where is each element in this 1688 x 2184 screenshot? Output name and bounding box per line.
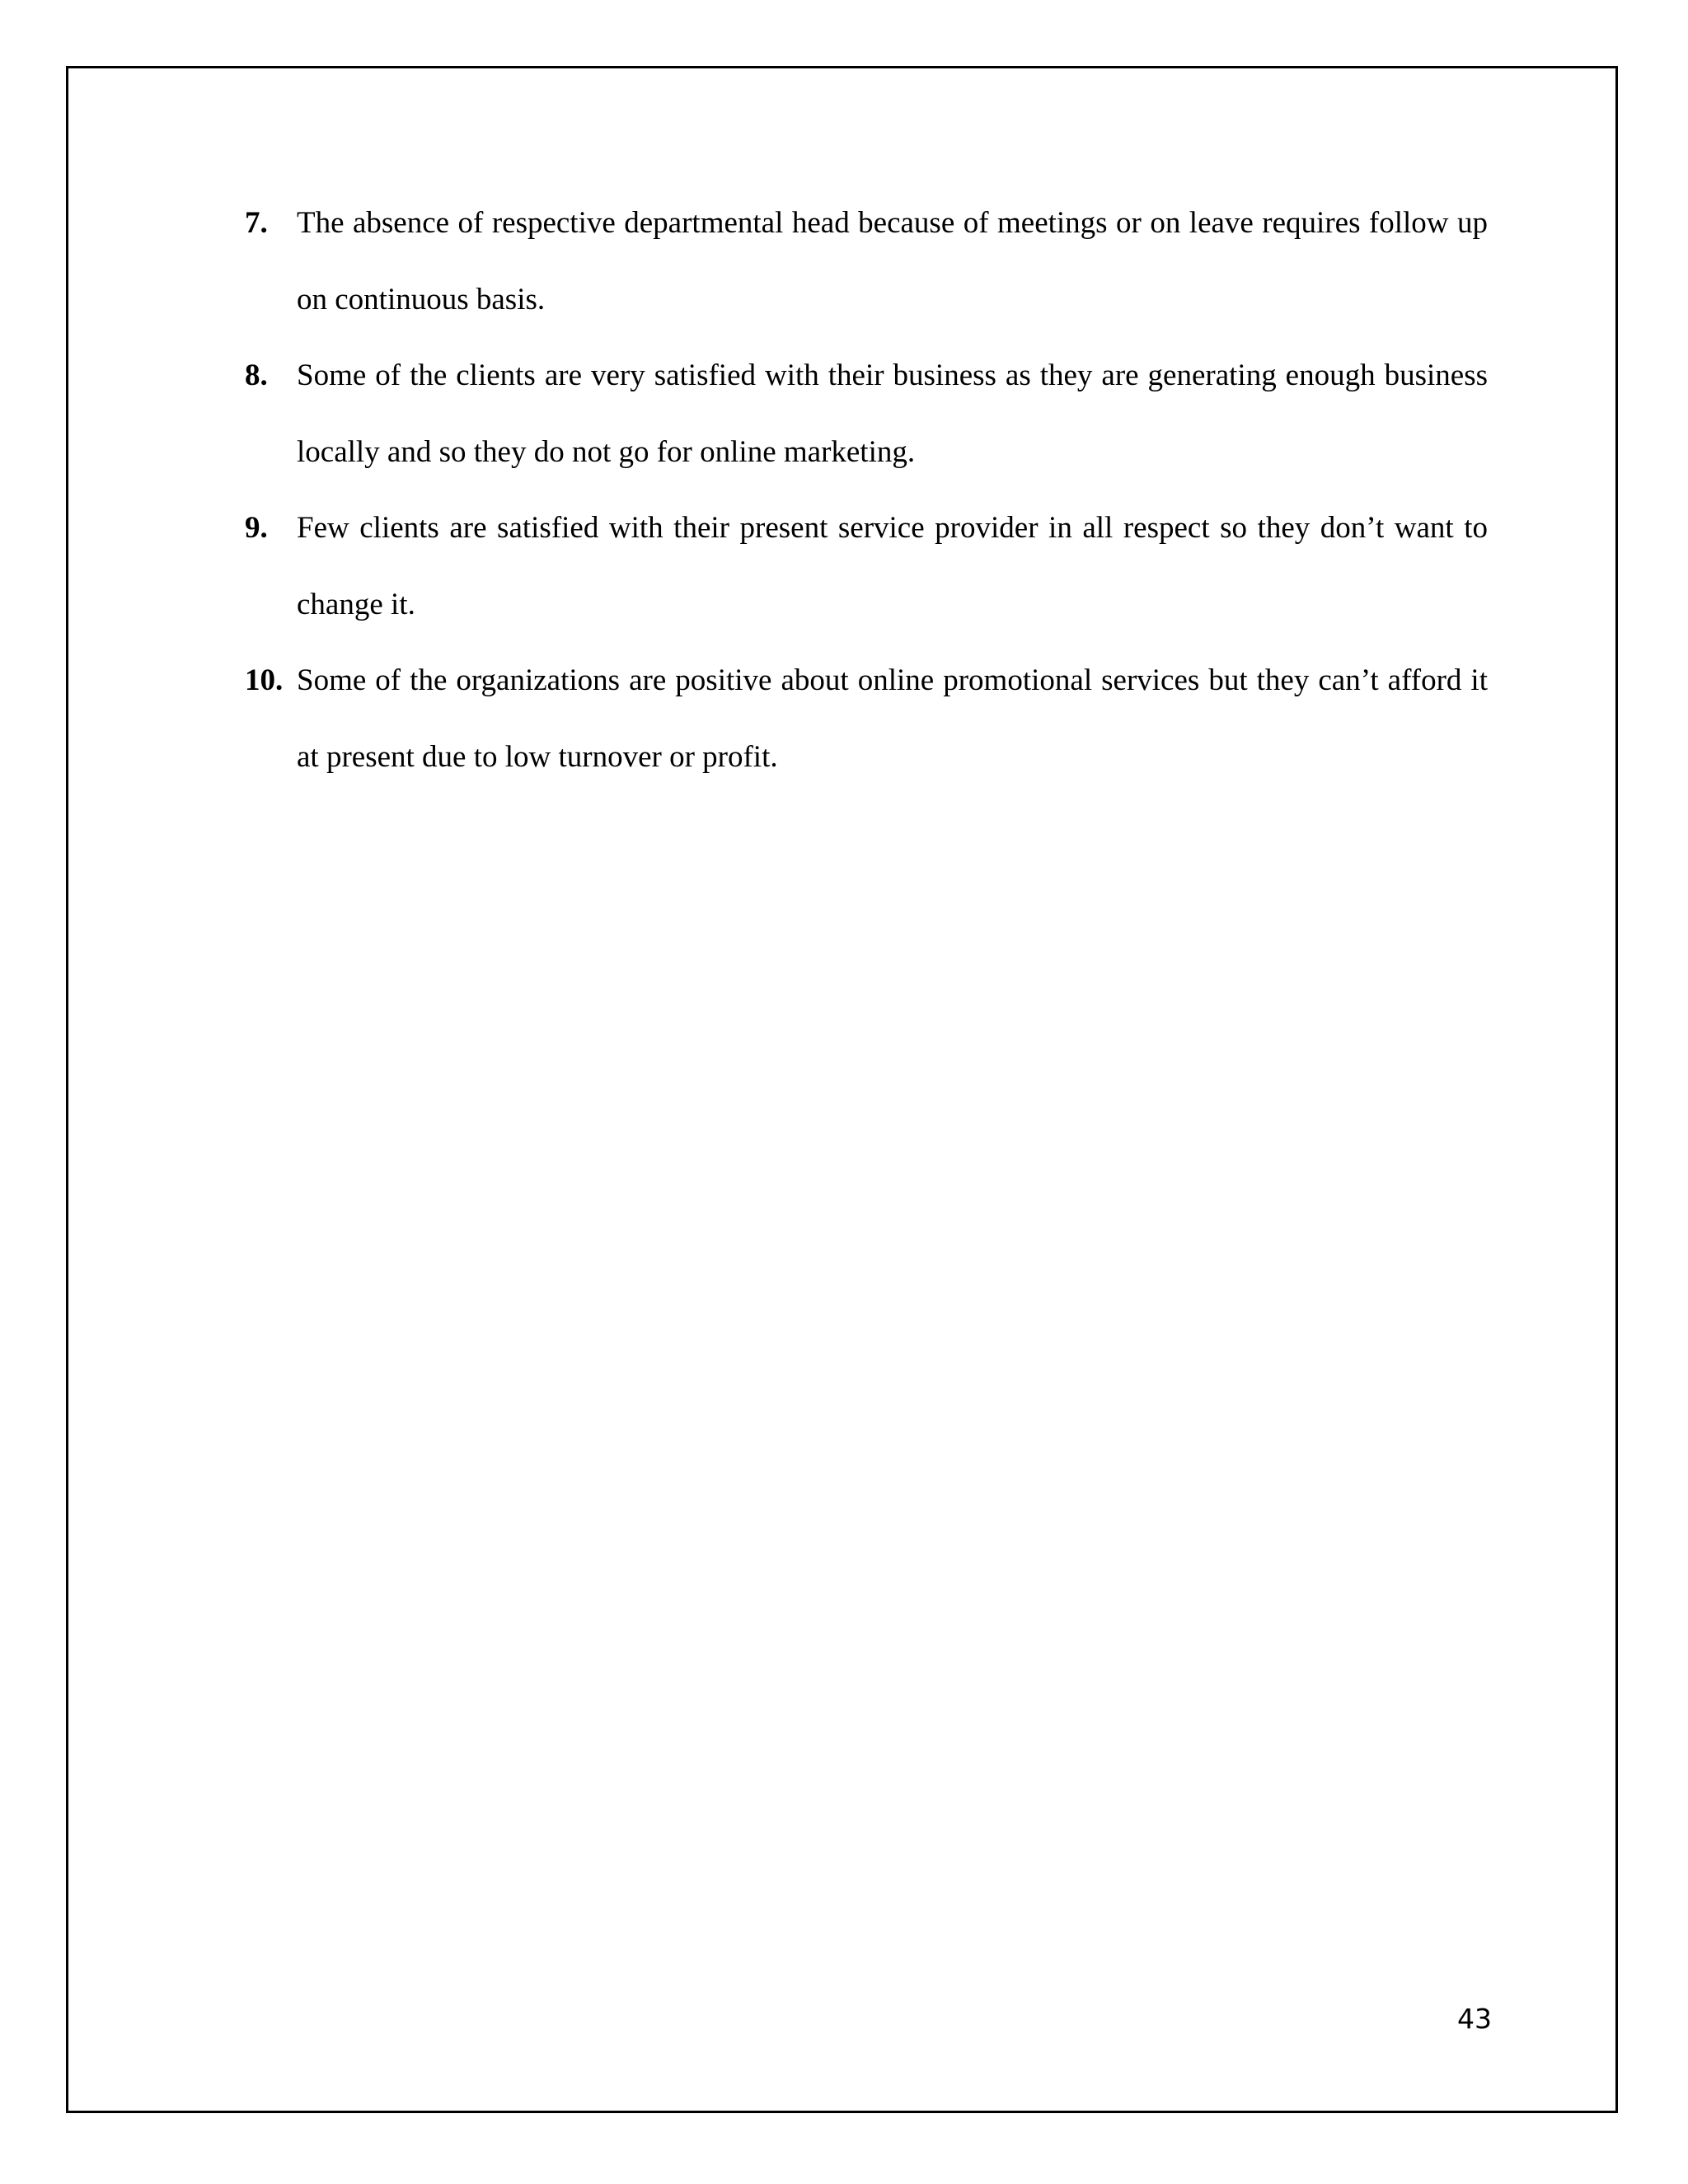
list-item-text: The absence of respective departmental head because of meetings or on leave requires follow up on continuous basis. xyxy=(297,206,1488,316)
list-item-text: Few clients are satisfied with their present service provider in all respect so they don’t want to change it. xyxy=(297,511,1488,621)
list-item-text: Some of the organizations are positive about online promotional services but they can’t afford it at present due to low turnover or profit. xyxy=(297,663,1488,774)
list-item xyxy=(245,643,1488,795)
list-item-number: 7. xyxy=(245,206,268,240)
page-number: 43 xyxy=(1457,2003,1492,2035)
list-item-number: 8. xyxy=(245,359,268,392)
list-item xyxy=(245,490,1488,643)
list-item-number: 10. xyxy=(245,663,284,697)
list-item-number: 9. xyxy=(245,511,268,545)
list-item xyxy=(245,185,1488,338)
numbered-list xyxy=(245,185,1488,795)
list-item-text: Some of the clients are very satisfied with their business as they are generating enough business locally and so they do not go for online marketing. xyxy=(297,359,1488,469)
list-item xyxy=(245,338,1488,490)
